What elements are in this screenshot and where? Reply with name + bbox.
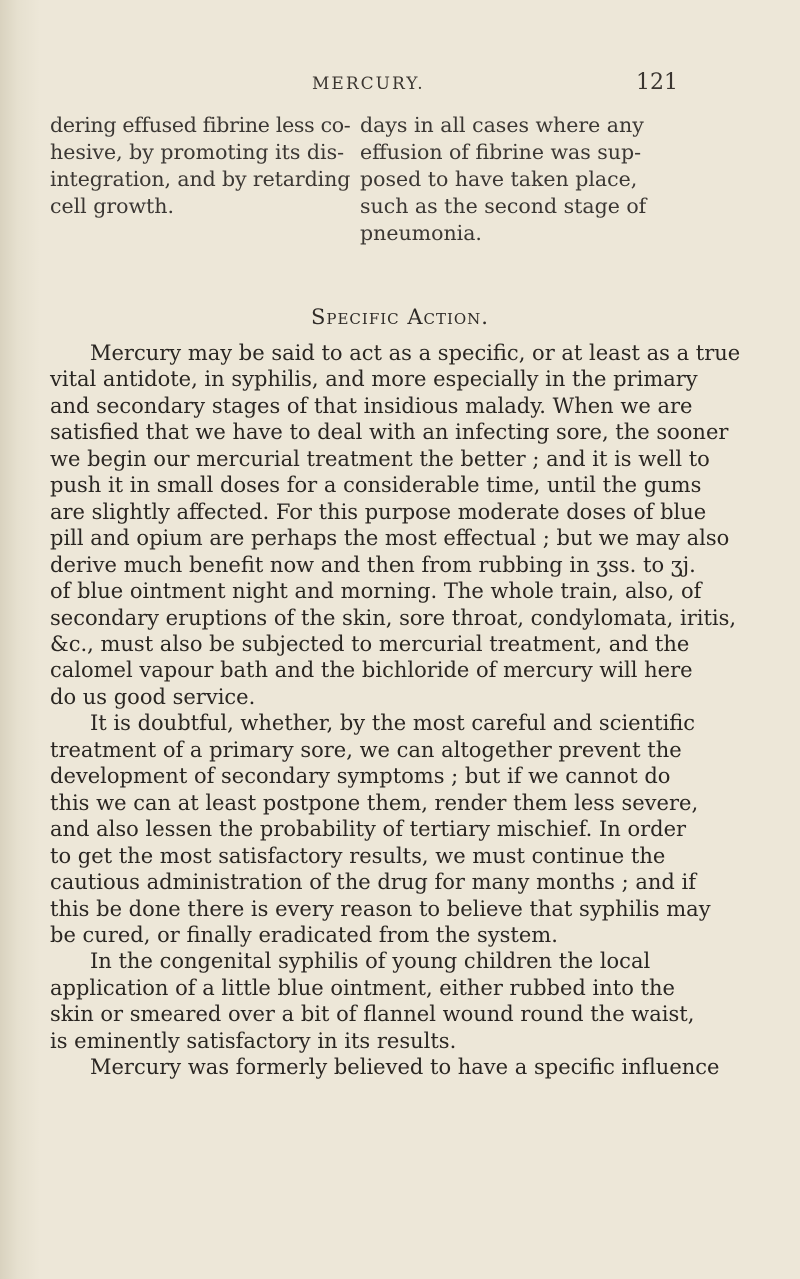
body-line: treatment of a primary sore, we can altogether prevent the: [50, 737, 682, 762]
right-column-line: days in all cases where any: [360, 113, 644, 137]
body-line: this be done there is every reason to believe that syphilis may: [50, 896, 711, 921]
body-line: pill and opium are perhaps the most effectual ; but we may also: [50, 526, 730, 551]
body-line: of blue ointment night and morning. The whole train, also, of: [50, 579, 702, 604]
body-line: push it in small doses for a considerable time, until the gums: [50, 473, 702, 498]
body-line: is eminently satisfactory in its results.: [50, 1028, 457, 1053]
left-column-line: cell growth.: [50, 194, 175, 218]
body-line: &c., must also be subjected to mercurial treatment, and the: [50, 631, 690, 656]
two-column-continuation: [50, 112, 730, 312]
body-text: [50, 340, 740, 1081]
body-line: derive much benefit now and then from rubbing in ʒss. to ʒj.: [50, 552, 696, 577]
body-line: In the congenital syphilis of young children the local: [90, 949, 651, 974]
body-line: to get the most satisfactory results, we must continue the: [50, 843, 666, 868]
left-column-line: dering effused fibrine less co-: [50, 113, 351, 137]
body-line: Mercury may be said to act as a specific, or at least as a true: [90, 341, 741, 365]
right-column: [360, 112, 730, 247]
right-column-line: posed to have taken place,: [360, 167, 638, 191]
body-line: skin or smeared over a bit of flannel wound round the waist,: [50, 1002, 695, 1027]
body-line: secondary eruptions of the skin, sore throat, condylomata, iritis,: [50, 605, 737, 630]
body-line: be cured, or finally eradicated from the system.: [50, 922, 558, 947]
body-line: satisfied that we have to deal with an infecting sore, the sooner: [50, 420, 729, 445]
body-line: we begin our mercurial treatment the better ; and it is well to: [50, 446, 710, 471]
left-column-line: integration, and by retarding: [50, 167, 351, 191]
body-line: cautious administration of the drug for many months ; and if: [50, 870, 696, 895]
body-line: do us good service.: [50, 684, 256, 709]
body-line: calomel vapour bath and the bichloride of mercury will here: [50, 658, 693, 683]
body-line: vital antidote, in syphilis, and more especially in the primary: [50, 367, 698, 392]
right-column-line: effusion of fibrine was sup-: [360, 140, 642, 164]
body-line: development of secondary symptoms ; but if we cannot do: [50, 764, 671, 789]
body-line: and secondary stages of that insidious malady. When we are: [50, 393, 693, 418]
body-line: It is doubtful, whether, by the most careful and scientific: [90, 711, 696, 736]
page-header: [0, 70, 800, 100]
body-line: application of a little blue ointment, either rubbed into the: [50, 975, 675, 1000]
body-line: Mercury was formerly believed to have a specific influence: [90, 1055, 720, 1080]
section-heading: Specific Action.: [311, 305, 489, 329]
body-line: are slightly affected. For this purpose moderate doses of blue: [50, 499, 707, 524]
page-number: 121: [636, 70, 678, 95]
right-column-line: pneumonia.: [360, 221, 482, 245]
left-column: [50, 112, 350, 220]
left-column-line: hesive, by promoting its dis-: [50, 140, 345, 164]
running-title: MERCURY.: [312, 74, 425, 94]
body-line: and also lessen the probability of tertiary mischief. In order: [50, 817, 687, 842]
body-line: this we can at least postpone them, render them less severe,: [50, 790, 699, 815]
right-column-line: such as the second stage of: [360, 194, 647, 218]
